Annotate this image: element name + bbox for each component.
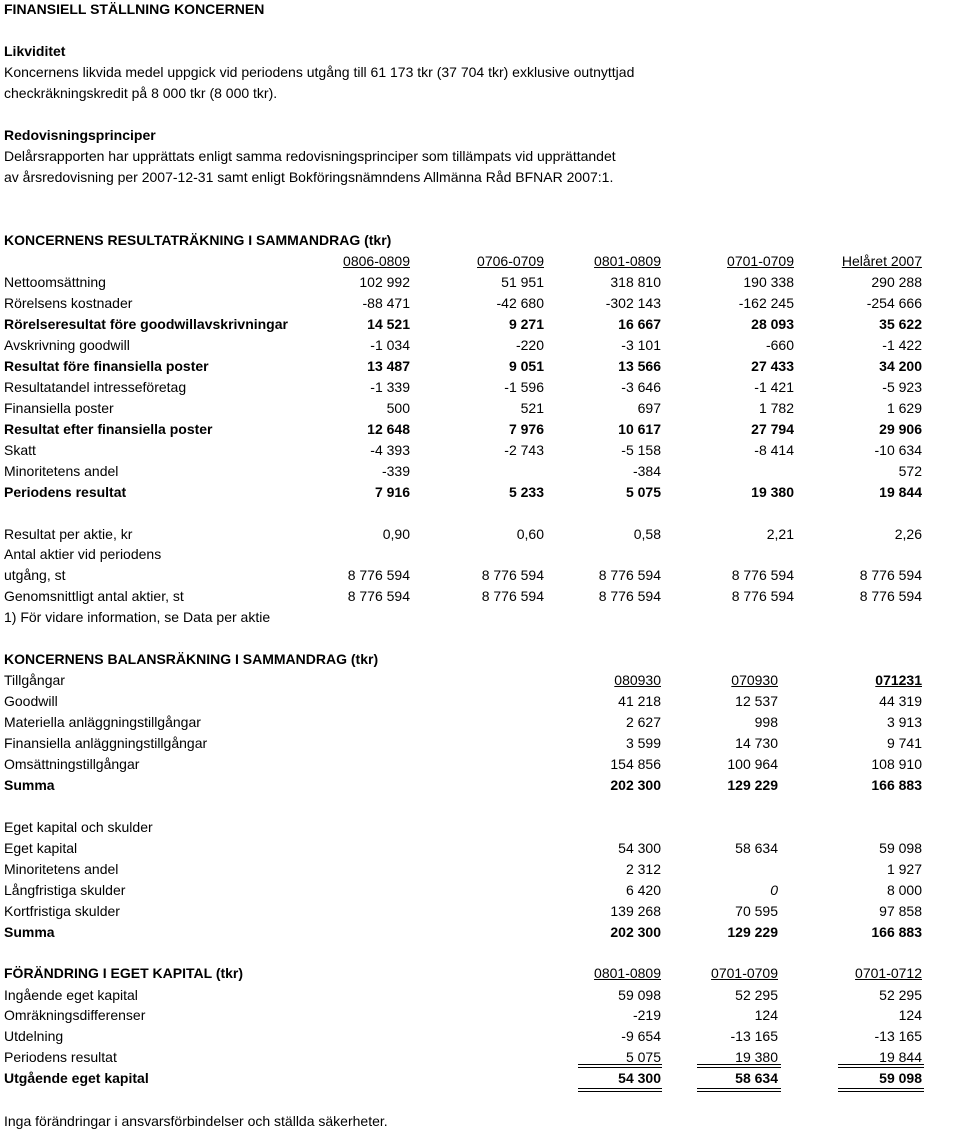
balance-cell: 139 268 xyxy=(610,903,661,919)
page-title: FINANSIELL STÄLLNING KONCERNEN xyxy=(4,1,265,17)
income-cell: -220 xyxy=(515,337,544,353)
sum-rule xyxy=(838,1064,924,1068)
assets-label: Tillgångar xyxy=(4,672,65,688)
income-row-label: Nettoomsättning xyxy=(4,274,106,290)
balance-cell: 154 856 xyxy=(610,756,661,772)
income-row-label: Minoritetens andel xyxy=(4,463,119,479)
income-cell: -5 158 xyxy=(621,442,661,458)
balance-cell: 2 312 xyxy=(625,861,661,877)
sum-rule xyxy=(578,1088,662,1092)
income-footnote: 1) För vidare information, se Data per aktie xyxy=(4,609,271,625)
income-cell: 7 916 xyxy=(374,484,410,500)
income-cell: 5 233 xyxy=(508,484,544,500)
income-cell: 34 200 xyxy=(879,358,922,374)
income-cell: 28 093 xyxy=(751,316,794,332)
likviditet-line-2: checkräkningskredit på 8 000 tkr (8 000 tkr). xyxy=(4,85,278,101)
income-cell: -3 646 xyxy=(621,379,661,395)
equity-row-label: Periodens resultat xyxy=(4,1049,117,1065)
sum-rule xyxy=(578,1064,662,1068)
income-col-header: Helåret 2007 xyxy=(841,253,922,269)
income-cell: -10 634 xyxy=(874,442,922,458)
equity-cell: 19 844 xyxy=(879,1049,922,1065)
shares-end-cell: 8 776 594 xyxy=(859,567,922,583)
balance-cell: 8 000 xyxy=(886,882,922,898)
equity-cell: 124 xyxy=(754,1007,778,1023)
balance-cell: 129 229 xyxy=(727,924,778,940)
balance-cell: 129 229 xyxy=(727,777,778,793)
balance-row-label: Materiella anläggningstillgångar xyxy=(4,714,201,730)
income-col-header: 0801-0809 xyxy=(594,253,661,269)
income-heading: KONCERNENS RESULTATRÄKNING I SAMMANDRAG (tkr) xyxy=(4,232,392,248)
income-cell: -302 143 xyxy=(605,295,661,311)
sum-rule xyxy=(697,1064,781,1068)
shares-end-label: utgång, st xyxy=(4,567,66,583)
income-cell: -1 422 xyxy=(882,337,922,353)
balance-cell: 166 883 xyxy=(871,924,922,940)
balance-cell: 70 595 xyxy=(735,903,778,919)
balance-cell: 54 300 xyxy=(618,840,661,856)
equity-cell: 124 xyxy=(898,1007,922,1023)
income-row-label: Periodens resultat xyxy=(4,484,127,500)
income-cell: 35 622 xyxy=(879,316,922,332)
income-cell: 5 075 xyxy=(625,484,661,500)
equity-cell: -9 654 xyxy=(621,1028,661,1044)
income-cell: 12 648 xyxy=(367,421,410,437)
shares-avg-cell: 8 776 594 xyxy=(731,588,794,604)
income-cell: 102 992 xyxy=(359,274,410,290)
income-cell: 16 667 xyxy=(618,316,661,332)
balance-row-label: Summa xyxy=(4,777,55,793)
balance-cell: 59 098 xyxy=(879,840,922,856)
income-cell: -2 743 xyxy=(504,442,544,458)
income-cell: 9 051 xyxy=(508,358,544,374)
balance-col-header: 080930 xyxy=(614,672,661,688)
principer-line-2: av årsredovisning per 2007-12-31 samt enligt Bokföringsnämndens Allmänna Råd BFNAR 2007:1. xyxy=(4,169,614,185)
shares-avg-cell: 8 776 594 xyxy=(481,588,544,604)
per-share-cell: 2,26 xyxy=(894,526,922,542)
income-row-label: Rörelsens kostnader xyxy=(4,295,133,311)
shares-end-cell: 8 776 594 xyxy=(731,567,794,583)
closing-note: Inga förändringar i ansvarsförbindelser och ställda säkerheter. xyxy=(4,1113,388,1129)
income-col-header: 0806-0809 xyxy=(343,253,410,269)
equity-cell: -13 165 xyxy=(730,1028,778,1044)
shares-end-cell: 8 776 594 xyxy=(347,567,410,583)
income-col-header: 0706-0709 xyxy=(477,253,544,269)
equity-cell: -219 xyxy=(632,1007,661,1023)
balance-cell: 41 218 xyxy=(618,693,661,709)
income-cell: 190 338 xyxy=(743,274,794,290)
balance-cell: 6 420 xyxy=(625,882,661,898)
balance-row-label: Kortfristiga skulder xyxy=(4,903,120,919)
balance-cell: 166 883 xyxy=(871,777,922,793)
balance-row-label: Finansiella anläggningstillgångar xyxy=(4,735,208,751)
income-cell: -1 596 xyxy=(504,379,544,395)
sum-rule xyxy=(697,1088,781,1092)
income-cell: 290 288 xyxy=(871,274,922,290)
balance-row-label: Eget kapital xyxy=(4,840,78,856)
income-row-label: Skatt xyxy=(4,442,36,458)
income-cell: 9 271 xyxy=(508,316,544,332)
balance-cell: 58 634 xyxy=(735,840,778,856)
equity-row-label: Utdelning xyxy=(4,1028,64,1044)
shares-label-line-1: Antal aktier vid periodens xyxy=(4,546,162,562)
balance-cell: 97 858 xyxy=(879,903,922,919)
balance-row-label: Summa xyxy=(4,924,55,940)
equity-heading: FÖRÄNDRING I EGET KAPITAL (tkr) xyxy=(4,965,244,981)
income-row-label: Resultat före finansiella poster xyxy=(4,358,209,374)
shares-end-cell: 8 776 594 xyxy=(481,567,544,583)
income-cell: 13 566 xyxy=(618,358,661,374)
income-cell: 27 433 xyxy=(751,358,794,374)
income-cell: -254 666 xyxy=(866,295,922,311)
balance-col-header: 071231 xyxy=(875,672,922,688)
income-cell: 572 xyxy=(898,463,922,479)
income-cell: -384 xyxy=(632,463,661,479)
balance-cell: 0 xyxy=(770,882,778,898)
balance-cell: 44 319 xyxy=(879,693,922,709)
per-share-label: Resultat per aktie, kr xyxy=(4,526,133,542)
income-cell: 1 629 xyxy=(886,400,922,416)
income-cell: 521 xyxy=(520,400,544,416)
income-cell: -88 471 xyxy=(362,295,410,311)
balance-cell: 2 627 xyxy=(625,714,661,730)
income-cell: 51 951 xyxy=(501,274,544,290)
balance-heading: KONCERNENS BALANSRÄKNING I SAMMANDRAG (tkr) xyxy=(4,651,379,667)
income-cell: -339 xyxy=(381,463,410,479)
equity-row-label: Ingående eget kapital xyxy=(4,987,138,1003)
balance-row-label: Goodwill xyxy=(4,693,58,709)
shares-avg-label: Genomsnittligt antal aktier, st xyxy=(4,588,184,604)
equity-cell: 54 300 xyxy=(618,1070,661,1086)
liabilities-label: Eget kapital och skulder xyxy=(4,819,153,835)
section-heading-principer: Redovisningsprinciper xyxy=(4,127,156,143)
shares-avg-cell: 8 776 594 xyxy=(859,588,922,604)
balance-col-header: 070930 xyxy=(731,672,778,688)
income-cell: 14 521 xyxy=(367,316,410,332)
income-cell: 10 617 xyxy=(618,421,661,437)
per-share-cell: 0,60 xyxy=(516,526,544,542)
income-cell: -5 923 xyxy=(882,379,922,395)
section-heading-likviditet: Likviditet xyxy=(4,43,66,59)
balance-cell: 202 300 xyxy=(610,924,661,940)
income-row-label: Avskrivning goodwill xyxy=(4,337,130,353)
balance-cell: 108 910 xyxy=(871,756,922,772)
income-row-label: Rörelseresultat före goodwillavskrivningar xyxy=(4,316,288,332)
income-cell: 318 810 xyxy=(610,274,661,290)
income-cell: 27 794 xyxy=(751,421,794,437)
income-cell: 697 xyxy=(637,400,661,416)
income-cell: -660 xyxy=(765,337,794,353)
equity-cell: 52 295 xyxy=(735,987,778,1003)
balance-cell: 14 730 xyxy=(735,735,778,751)
balance-row-label: Omsättningstillgångar xyxy=(4,756,140,772)
income-cell: -4 393 xyxy=(370,442,410,458)
income-cell: 29 906 xyxy=(879,421,922,437)
income-cell: 13 487 xyxy=(367,358,410,374)
income-cell: 19 844 xyxy=(879,484,922,500)
income-cell: -42 680 xyxy=(496,295,544,311)
balance-row-label: Långfristiga skulder xyxy=(4,882,126,898)
balance-cell: 202 300 xyxy=(610,777,661,793)
income-cell: -8 414 xyxy=(754,442,794,458)
shares-end-cell: 8 776 594 xyxy=(598,567,661,583)
income-cell: 500 xyxy=(386,400,410,416)
per-share-cell: 0,58 xyxy=(633,526,661,542)
equity-cell: 19 380 xyxy=(735,1049,778,1065)
sum-rule xyxy=(838,1088,924,1092)
balance-cell: 1 927 xyxy=(886,861,922,877)
income-cell: -162 245 xyxy=(738,295,794,311)
income-row-label: Finansiella poster xyxy=(4,400,114,416)
income-cell: -1 339 xyxy=(370,379,410,395)
income-row-label: Resultatandel intresseföretag xyxy=(4,379,187,395)
income-cell: 7 976 xyxy=(508,421,544,437)
equity-cell: 58 634 xyxy=(735,1070,778,1086)
equity-cell: 5 075 xyxy=(625,1049,661,1065)
balance-cell: 12 537 xyxy=(735,693,778,709)
balance-cell: 3 599 xyxy=(625,735,661,751)
balance-row-label: Minoritetens andel xyxy=(4,861,119,877)
income-row-label: Resultat efter finansiella poster xyxy=(4,421,213,437)
equity-col-header: 0801-0809 xyxy=(594,965,661,981)
shares-avg-cell: 8 776 594 xyxy=(598,588,661,604)
equity-cell: 59 098 xyxy=(879,1070,922,1086)
equity-col-header: 0701-0712 xyxy=(855,965,922,981)
per-share-cell: 0,90 xyxy=(382,526,410,542)
income-cell: 19 380 xyxy=(751,484,794,500)
likviditet-line-1: Koncernens likvida medel uppgick vid periodens utgång till 61 173 tkr (37 704 tkr) exklusive outnyttjad xyxy=(4,64,635,80)
income-cell: -1 034 xyxy=(370,337,410,353)
income-cell: -3 101 xyxy=(621,337,661,353)
equity-cell: 52 295 xyxy=(879,987,922,1003)
equity-col-header: 0701-0709 xyxy=(711,965,778,981)
equity-row-label: Omräkningsdifferenser xyxy=(4,1007,146,1023)
shares-avg-cell: 8 776 594 xyxy=(347,588,410,604)
balance-cell: 998 xyxy=(754,714,778,730)
equity-cell: -13 165 xyxy=(874,1028,922,1044)
income-cell: 1 782 xyxy=(758,400,794,416)
balance-cell: 100 964 xyxy=(727,756,778,772)
income-col-header: 0701-0709 xyxy=(727,253,794,269)
balance-cell: 9 741 xyxy=(886,735,922,751)
equity-row-label: Utgående eget kapital xyxy=(4,1070,149,1086)
balance-cell: 3 913 xyxy=(886,714,922,730)
equity-cell: 59 098 xyxy=(618,987,661,1003)
per-share-cell: 2,21 xyxy=(766,526,794,542)
principer-line-1: Delårsrapporten har upprättats enligt samma redovisningsprinciper som tillämpats vid upprättandet xyxy=(4,148,616,164)
income-cell: -1 421 xyxy=(754,379,794,395)
